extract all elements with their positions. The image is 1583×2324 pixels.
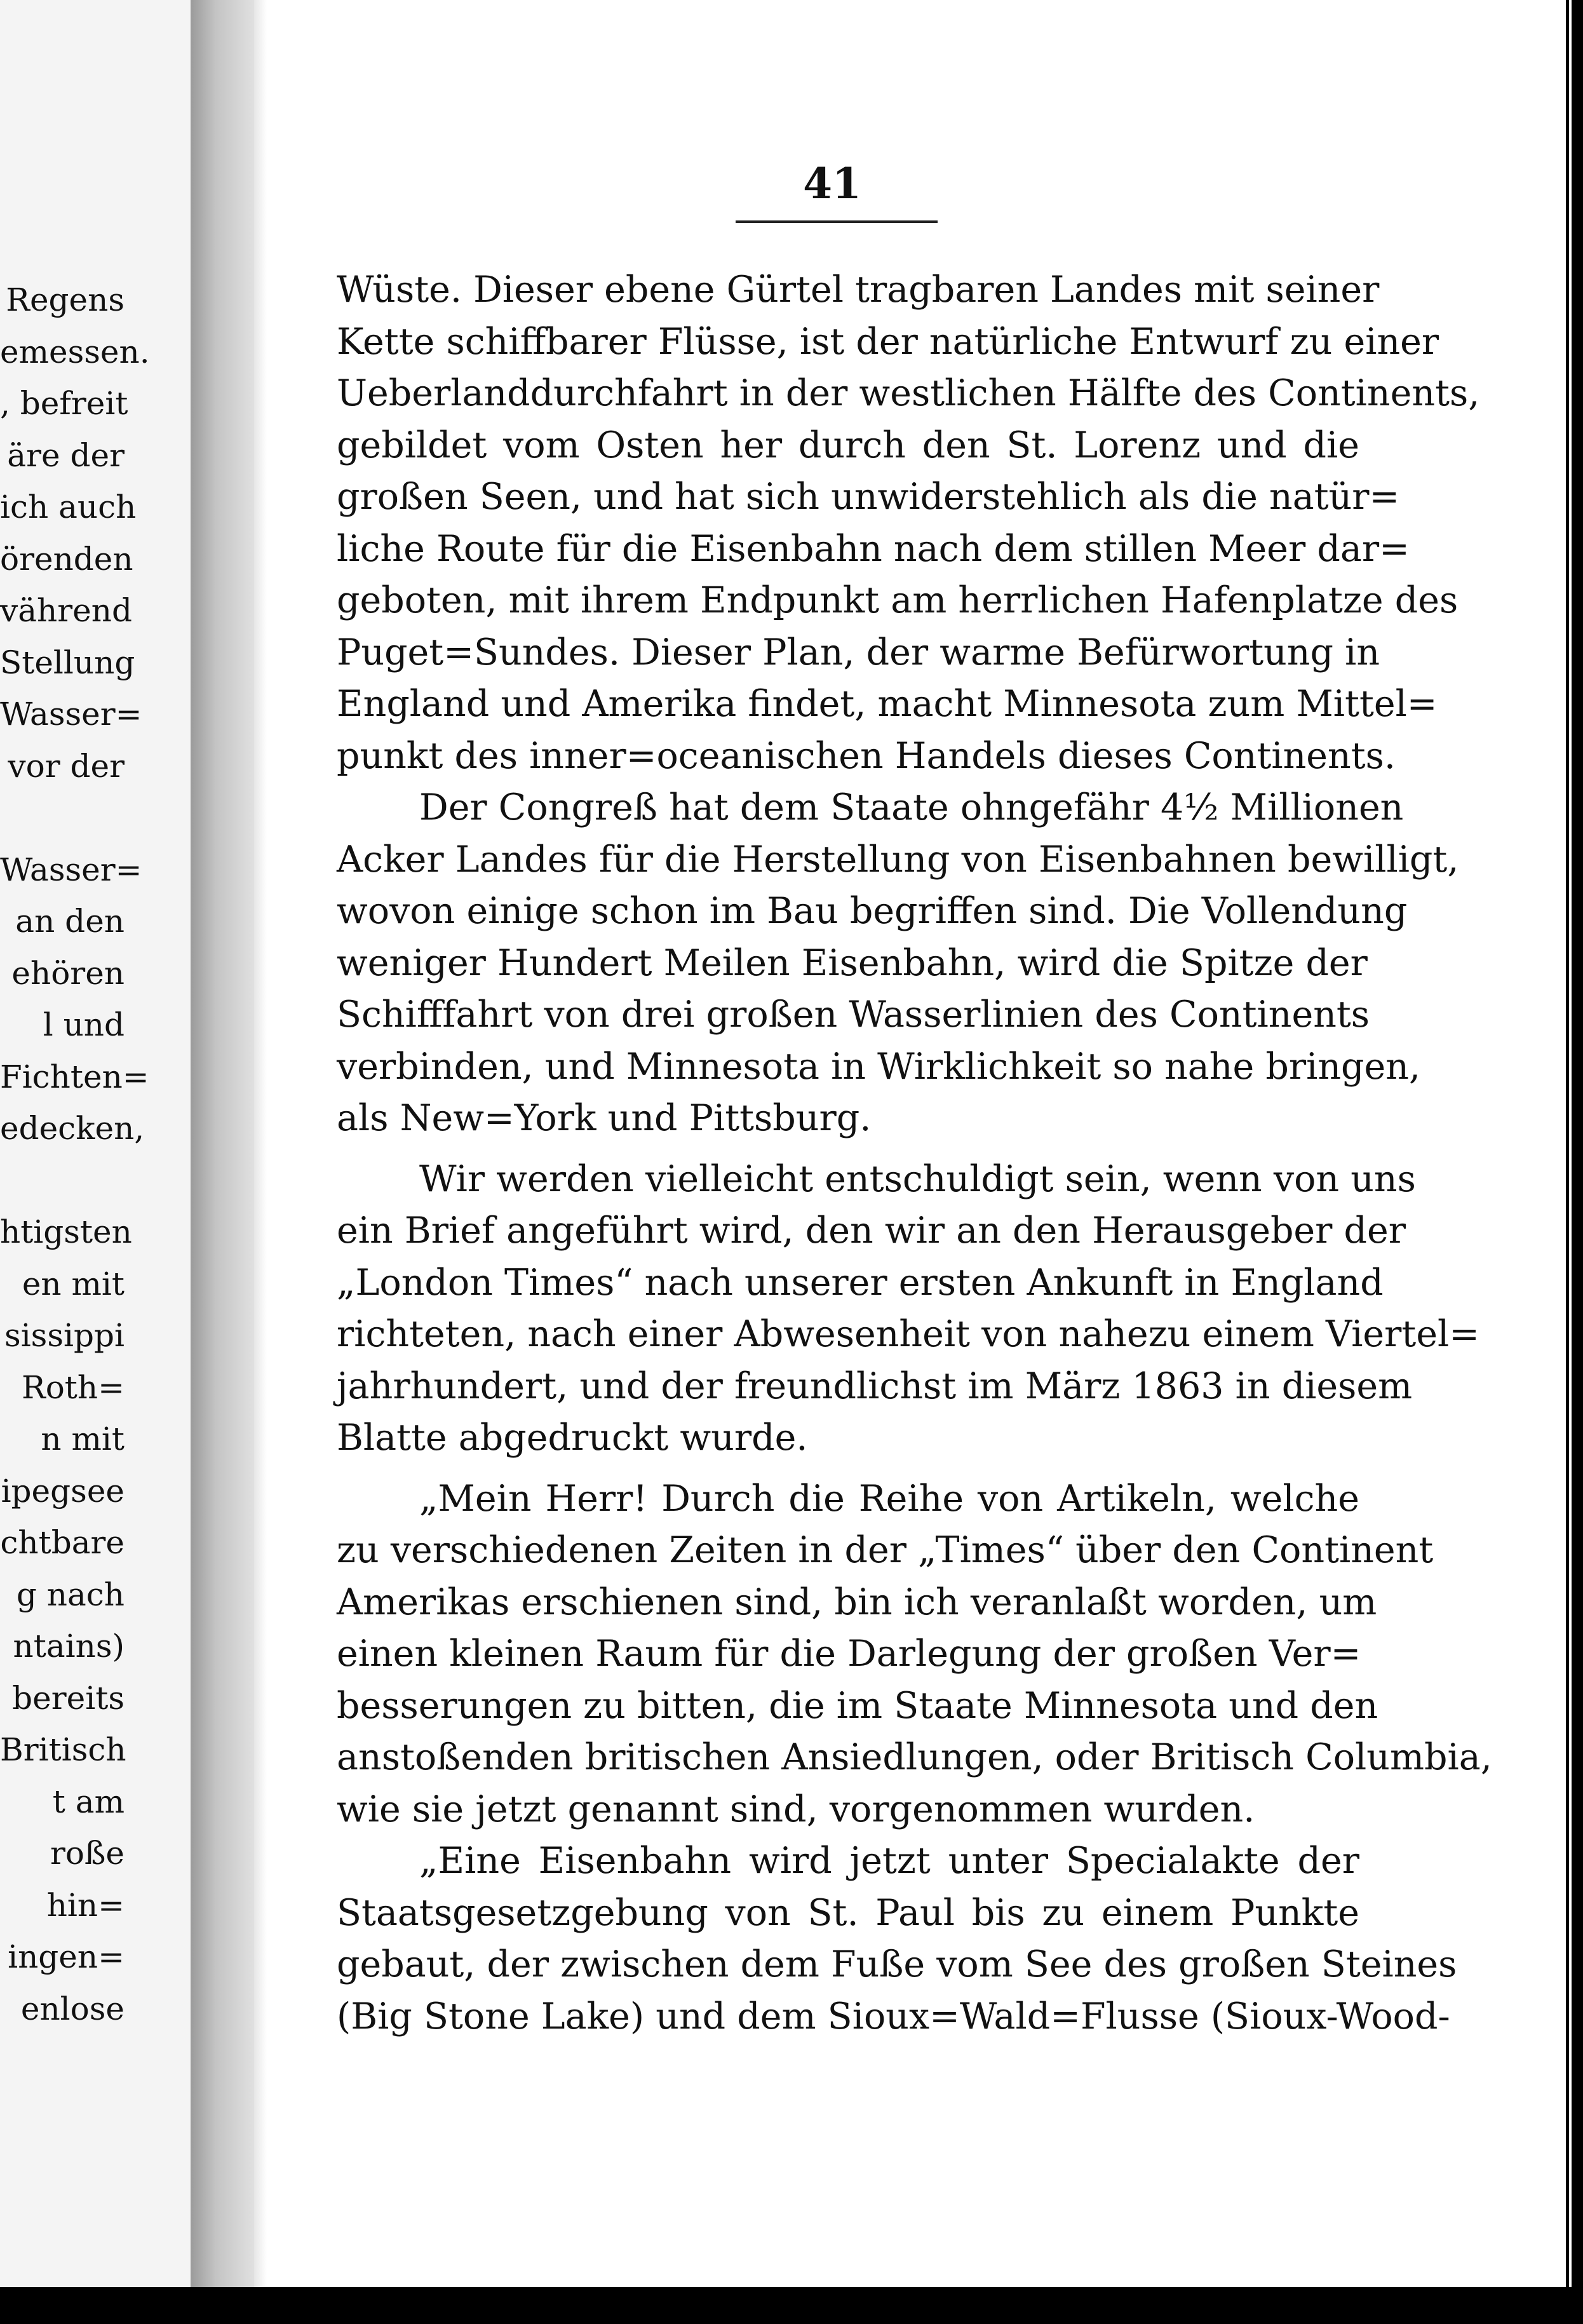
facing-page-line: Britisch — [0, 1731, 126, 1768]
facing-page-line: ehören — [11, 954, 125, 992]
facing-page-line: en mit — [22, 1265, 125, 1302]
facing-page-line: ipegsee — [1, 1472, 125, 1510]
facing-page-line: Stellung — [0, 644, 135, 681]
facing-page-line: chtbare — [0, 1524, 125, 1561]
facing-page-line: , befreit — [0, 385, 128, 422]
text-line: weniger Hundert Meilen Eisenbahn, wird die Spitze der — [337, 942, 1368, 984]
text-line: wovon einige schon im Bau begriffen sind. Die Vollendung — [337, 890, 1408, 932]
facing-page-line: Wasser= — [0, 696, 142, 733]
facing-page-line: enlose — [20, 1990, 125, 2027]
text-line: Puget=Sundes. Dieser Plan, der warme Befürwortung in — [337, 631, 1380, 673]
facing-page — [0, 0, 191, 2324]
facing-page-line: sissippi — [4, 1317, 125, 1354]
text-line: als New=York und Pittsburg. — [337, 1097, 872, 1139]
text-line: liche Route für die Eisenbahn nach dem stillen Meer dar= — [337, 527, 1410, 570]
facing-page-line: htigsten — [0, 1213, 132, 1250]
text-line: besserungen zu bitten, die im Staate Minnesota und den — [337, 1684, 1378, 1727]
page-gutter — [254, 0, 267, 2324]
facing-page-line: g nach — [16, 1576, 125, 1613]
facing-page-line: edecken, — [0, 1110, 145, 1147]
text-line: geboten, mit ihrem Endpunkt am herrlichen Hafenplatze des — [337, 579, 1458, 621]
scan-border-bottom — [0, 2287, 1583, 2324]
facing-page-line: ingen= — [8, 1938, 125, 1975]
facing-page-line: roße — [50, 1835, 125, 1872]
text-line: England und Amerika findet, macht Minnesota zum Mittel= — [337, 683, 1438, 725]
facing-page-line: ntains) — [13, 1628, 125, 1665]
facing-page-line: ich auch — [0, 489, 137, 525]
text-line: Schifffahrt von drei großen Wasserlinien des Continents — [337, 994, 1370, 1036]
text-line: Wir werden vielleicht entschuldigt sein, wenn von uns — [419, 1158, 1416, 1200]
text-line: Amerikas erschienen sind, bin ich veranlaßt worden, um — [337, 1581, 1377, 1623]
facing-page-line: t am — [52, 1783, 125, 1820]
text-line: (Big Stone Lake) und dem Sioux=Wald=Flusse (Sioux-Wood- — [337, 1995, 1450, 2037]
text-line: „Eine Eisenbahn wird jetzt unter Specialakte der — [419, 1840, 1359, 1882]
facing-page-line: hin= — [46, 1886, 125, 1924]
page-edge-line — [1569, 0, 1572, 2287]
text-line: anstoßenden britischen Ansiedlungen, oder Britisch Columbia, — [337, 1736, 1492, 1778]
text-line: Der Congreß hat dem Staate ohngefähr 4½ Millionen — [419, 787, 1404, 828]
text-line: Wüste. Dieser ebene Gürtel tragbaren Landes mit seiner — [337, 269, 1380, 311]
text-line: Staatsgesetzgebung von St. Paul bis zu einem Punkte — [337, 1891, 1359, 1934]
text-line: „Mein Herr! Durch die Reihe von Artikeln, welche — [419, 1477, 1359, 1520]
facing-page-text — [0, 274, 150, 2035]
page-number: 41 — [803, 159, 861, 208]
facing-page-line: bereits — [12, 1679, 125, 1717]
page-body-text — [337, 264, 1492, 2043]
facing-page-line: l und — [43, 1006, 125, 1043]
facing-page-line: emessen. — [0, 333, 150, 370]
facing-page-line: vor der — [8, 747, 125, 785]
facing-page-line: an den — [15, 903, 125, 940]
facing-page-line: örenden — [0, 540, 133, 578]
facing-page-line: äre der — [7, 436, 125, 474]
text-line: wie sie jetzt genannt sind, vorgenommen wurden. — [337, 1788, 1255, 1830]
facing-page-line: vährend — [0, 592, 132, 629]
facing-page-line — [0, 1155, 125, 1207]
facing-page-line: Regens — [6, 281, 125, 318]
text-line: jahrhundert, und der freundlichst im März 1863 in diesem — [337, 1365, 1413, 1407]
text-line: Blatte abgedruckt wurde. — [337, 1417, 808, 1459]
text-line: Kette schiffbarer Flüsse, ist der natürliche Entwurf zu einer — [337, 320, 1439, 363]
facing-page-line: n mit — [41, 1421, 125, 1457]
text-line: verbinden, und Minnesota in Wirklichkeit so nahe bringen, — [337, 1045, 1421, 1088]
facing-page-line: Wasser= — [0, 851, 142, 888]
text-line: einen kleinen Raum für die Darlegung der großen Ver= — [337, 1633, 1361, 1675]
facing-page-line — [0, 792, 125, 844]
text-line: „London Times“ nach unserer ersten Ankunft in England — [337, 1261, 1384, 1304]
text-line: großen Seen, und hat sich unwiderstehlich als die natür= — [337, 476, 1400, 518]
text-line: richteten, nach einer Abwesenheit von nahezu einem Viertel= — [337, 1313, 1480, 1355]
text-line: Ueberlanddurchfahrt in der westlichen Hälfte des Continents, — [337, 372, 1480, 414]
text-line: gebildet vom Osten her durch den St. Lorenz und die — [337, 424, 1359, 466]
text-line: punkt des inner=oceanischen Handels dieses Continents. — [337, 734, 1396, 777]
facing-page-line: Roth= — [22, 1368, 125, 1406]
book-spine-shadow — [191, 0, 254, 2324]
text-line: Acker Landes für die Herstellung von Eisenbahnen bewilligt, — [337, 838, 1459, 881]
page-number-rule — [736, 220, 938, 223]
text-line: ein Brief angeführt wird, den wir an den Herausgeber der — [337, 1210, 1406, 1252]
text-line: gebaut, der zwischen dem Fuße vom See des großen Steines — [337, 1943, 1457, 1985]
text-line: zu verschiedenen Zeiten in der „Times“ über den Continent — [337, 1529, 1434, 1571]
facing-page-line: Fichten= — [0, 1058, 149, 1095]
